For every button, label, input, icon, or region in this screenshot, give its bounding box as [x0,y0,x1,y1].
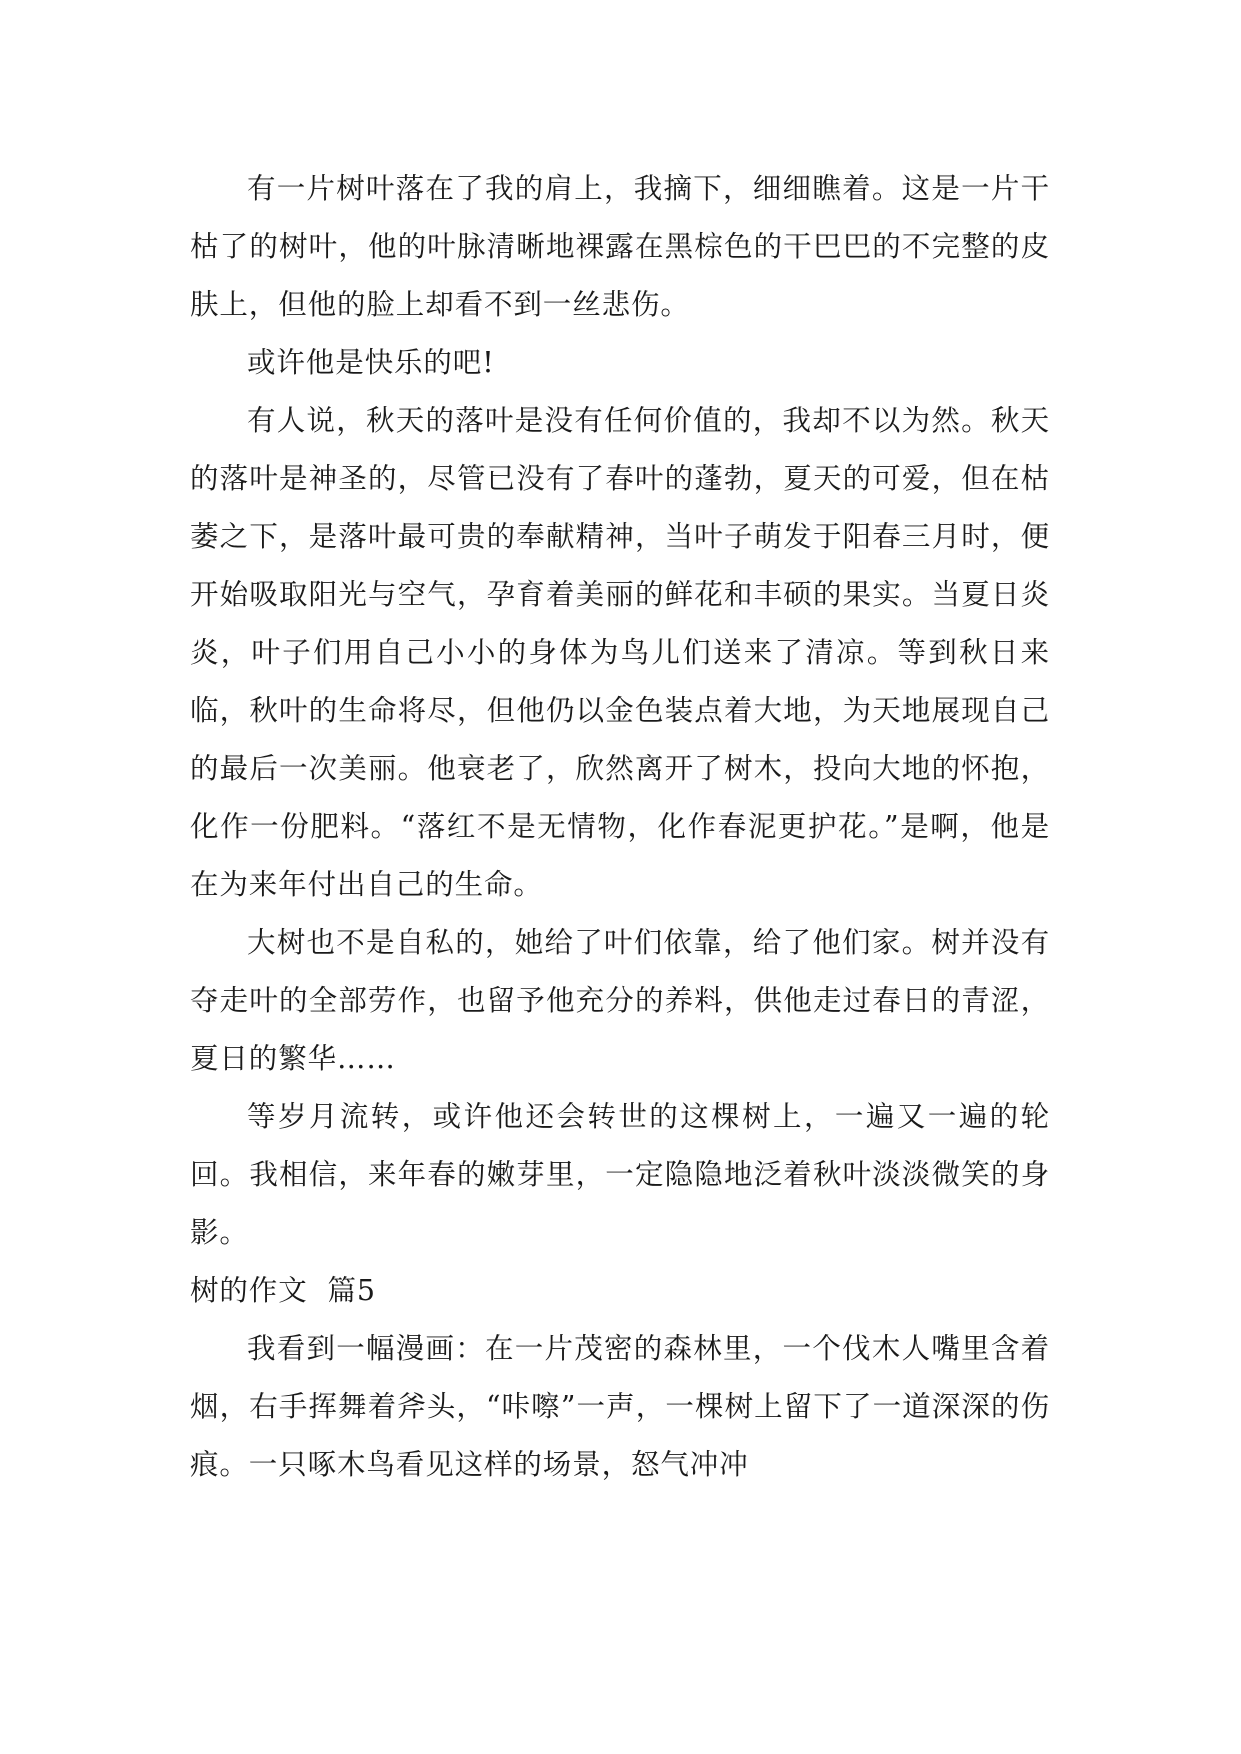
document-body [190,160,1050,1494]
section-heading: 树的作文 篇5 [190,1274,376,1307]
paragraph-fallen-leaf: 有一片树叶落在了我的肩上，我摘下，细细瞧着。这是一片干枯了的树叶，他的叶脉清晰地裸露在黑棕色的干巴巴的不完整的皮肤上，但他的脸上却看不到一丝悲伤。 [190,172,1050,321]
paragraph-big-tree: 大树也不是自私的，她给了叶们依靠，给了他们家。树并没有夺走叶的全部劳作，也留予他充分的养料，供他走过春日的青涩，夏日的繁华…… [190,926,1050,1075]
paragraph-reincarnation: 等岁月流转，或许他还会转世的这棵树上，一遍又一遍的轮回。我相信，来年春的嫩芽里，一定隐隐地泛着秋叶淡淡微笑的身影。 [190,1100,1050,1249]
paragraph-happy: 或许他是快乐的吧! [247,346,495,379]
paragraph-cartoon: 我看到一幅漫画：在一片茂密的森林里，一个伐木人嘴里含着烟，右手挥舞着斧头，“咔嚓”一声，一棵树上留下了一道深深的伤痕。一只啄木鸟看见这样的场景，怒气冲冲 [190,1332,1050,1481]
paragraph-autumn-leaves: 有人说，秋天的落叶是没有任何价值的，我却不以为然。秋天的落叶是神圣的，尽管已没有了春叶的蓬勃，夏天的可爱，但在枯萎之下，是落叶最可贵的奉献精神，当叶子萌发于阳春三月时，便开始吸取阳光与空气，孕育着美丽的鲜花和丰硕的果实。当夏日炎炎，叶子们用自己小小的身体为鸟儿们送来了清凉。等到秋日来临，秋叶的生命将尽，但他仍以金色装点着大地，为天地展现自己的最后一次美丽。他衰老了，欣然离开了树木，投向大地的怀抱，化作一份肥料。“落红不是无情物，化作春泥更护花。”是啊，他是在为来年付出自己的生命。 [190,404,1050,901]
